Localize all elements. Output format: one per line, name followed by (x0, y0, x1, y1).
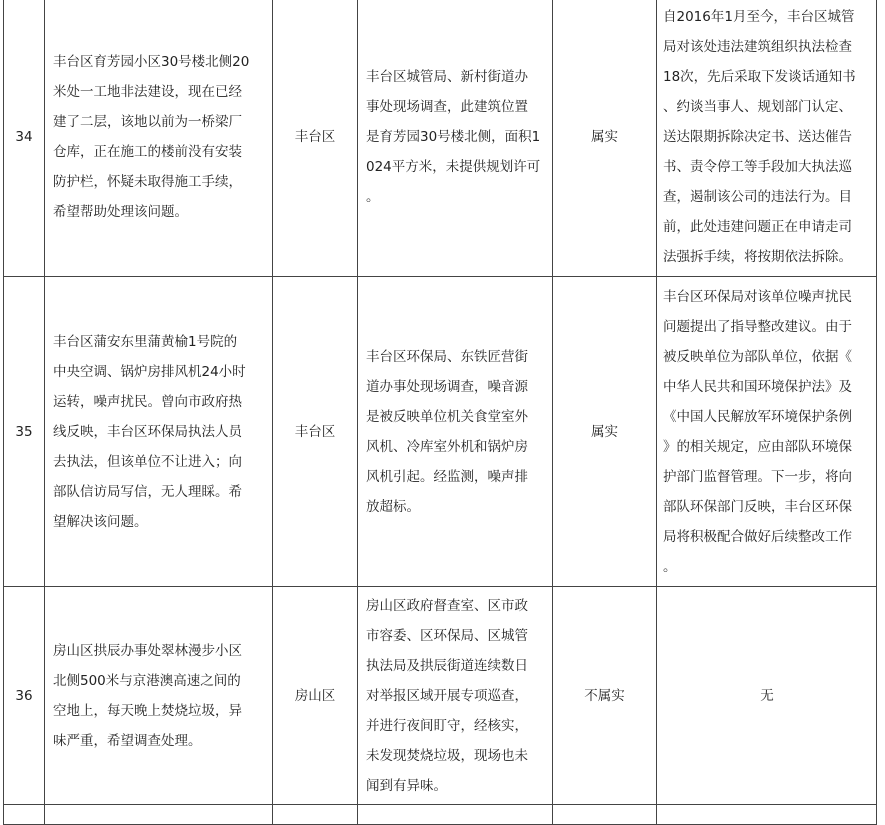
case-table (3, 0, 877, 825)
case-number: 34 (4, 0, 45, 277)
table-row (4, 277, 877, 587)
investigation-finding: 房山区政府督查室、区市政 市容委、区环保局、区城管 执法局及拱辰街道连续数日 对举报区域开展专项巡查， 并进行夜间盯守，经核实， 未发现焚烧垃圾，现场也未 闻到有异味。 (358, 587, 553, 805)
district: 丰台区 (273, 0, 358, 277)
complaint-description: 房山区拱辰办事处翠林漫步小区 北侧500米与京港澳高速之间的 空地上，每天晚上焚烧垃圾，异 味严重，希望调查处理。 (45, 587, 273, 805)
table-row (4, 805, 877, 825)
district: 房山区 (273, 587, 358, 805)
verdict (553, 805, 657, 825)
table-row (4, 0, 877, 277)
complaint-description (45, 805, 273, 825)
verdict: 不属实 (553, 587, 657, 805)
complaint-description: 丰台区蒲安东里蒲黄榆1号院的 中央空调、锅炉房排风机24小时 运转，噪声扰民。曾向市政府热 线反映，丰台区环保局执法人员 去执法，但该单位不让进入；向 部队信访局写信，无人理睬。希 望解决该问题。 (45, 277, 273, 587)
verdict: 属实 (553, 277, 657, 587)
investigation-finding (358, 805, 553, 825)
district (273, 805, 358, 825)
handling-result: 丰台区环保局对该单位噪声扰民 问题提出了指导整改建议。由于 被反映单位为部队单位，依据《 中华人民共和国环境保护法》及 《中国人民解放军环境保护条例 》的相关规定，应由部队环境保 护部门监督管理。下一步，将向 部队环保部门反映，丰台区环保 局将积极配合做好后续整改工作 。 (657, 277, 877, 587)
case-number: 36 (4, 587, 45, 805)
verdict: 属实 (553, 0, 657, 277)
handling-result: 自2016年1月至今，丰台区城管 局对该处违法建筑组织执法检查 18次，先后采取下发谈话通知书 、约谈当事人、规划部门认定、 送达限期拆除决定书、送达催告 书、责令停工等手段加大执法巡 查，遏制该公司的违法行为。目 前，此处违建问题正在申请走司 法强拆手续，将按期依法拆除。 (657, 0, 877, 277)
case-number (4, 805, 45, 825)
handling-result (657, 805, 877, 825)
handling-result: 无 (657, 587, 877, 805)
investigation-finding: 丰台区城管局、新村街道办 事处现场调查，此建筑位置 是育芳园30号楼北侧，面积1 024平方米，未提供规划许可 。 (358, 0, 553, 277)
table-row (4, 587, 877, 805)
case-number: 35 (4, 277, 45, 587)
investigation-finding: 丰台区环保局、东铁匠营街 道办事处现场调查，噪音源 是被反映单位机关食堂室外 风机、冷库室外机和锅炉房 风机引起。经监测，噪声排 放超标。 (358, 277, 553, 587)
complaint-description: 丰台区育芳园小区30号楼北侧20 米处一工地非法建设，现在已经 建了二层，该地以前为一桥梁厂 仓库，正在施工的楼前没有安装 防护栏，怀疑未取得施工手续， 希望帮助处理该问题。 (45, 0, 273, 277)
district: 丰台区 (273, 277, 358, 587)
